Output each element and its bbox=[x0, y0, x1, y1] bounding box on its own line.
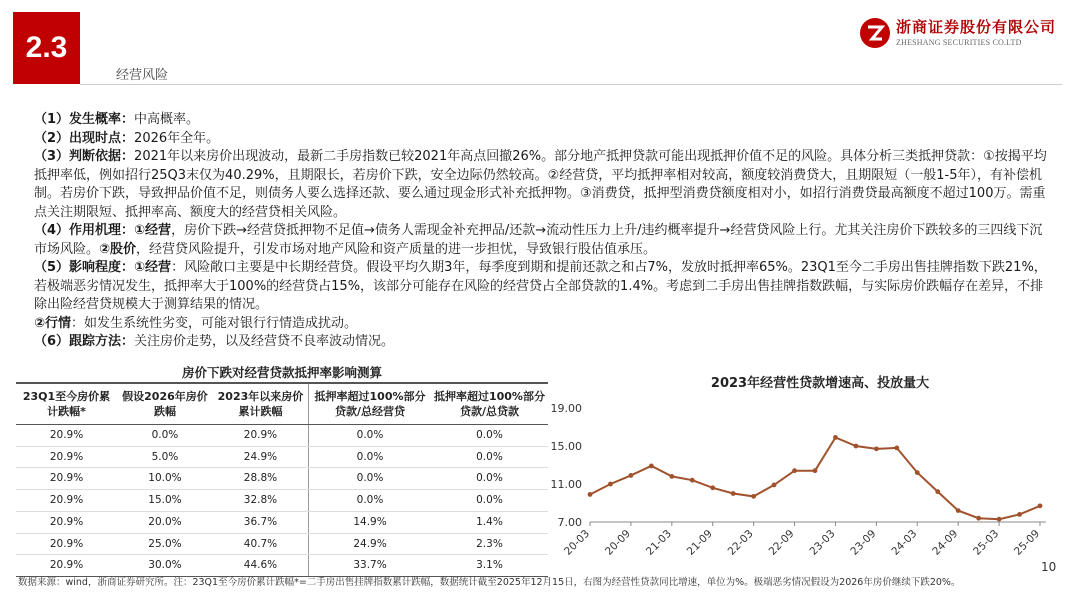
table-cell: 0.0% bbox=[117, 425, 213, 447]
table-cell: 24.9% bbox=[309, 533, 431, 555]
label-mechanism: （4）作用机理： bbox=[34, 223, 135, 238]
table-cell: 25.0% bbox=[117, 533, 213, 555]
table-cell: 0.0% bbox=[309, 468, 431, 490]
x-tick-label: 22-09 bbox=[766, 527, 797, 558]
text-probability: 中高概率。 bbox=[134, 112, 200, 127]
table-cell: 2.3% bbox=[431, 533, 548, 555]
table-cell: 1.4% bbox=[431, 511, 548, 533]
data-point bbox=[997, 517, 1002, 522]
label-impact: （5）影响程度： bbox=[34, 260, 135, 275]
label-mechanism-operation: ①经营 bbox=[134, 223, 172, 238]
table-cell: 36.7% bbox=[213, 511, 309, 533]
data-point bbox=[588, 492, 593, 497]
sensitivity-table bbox=[16, 363, 548, 577]
data-point bbox=[1038, 503, 1043, 508]
paragraph-impact bbox=[34, 259, 1052, 315]
x-tick-label: 24-09 bbox=[930, 527, 961, 558]
table-cell: 20.9% bbox=[16, 425, 117, 447]
paragraph-probability bbox=[34, 111, 1052, 130]
y-tick-label: 7.00 bbox=[557, 516, 582, 529]
x-tick-label: 23-09 bbox=[848, 527, 879, 558]
x-tick-label: 21-09 bbox=[684, 527, 715, 558]
text-mechanism-operation: ，房价下跌→经营贷抵押物不足值→债务人需现金补充押品/还款→流动性压力上升/违约概率提升→经营贷风险上行。尤其关注房价下跌较多的三四线下沉市场风险。 bbox=[34, 223, 1043, 257]
table-cell: 44.6% bbox=[213, 555, 309, 577]
table-header: 抵押率超过100%部分贷款/总经营贷 bbox=[309, 384, 431, 425]
text-impact-operation: ：风险敞口主要是中长期经营贷。假设平均久期3年，每季度到期和提前还款之和占7%，发放时抵押率65%。23Q1至今二手房出售挂牌指数下跌21%，若极端恶劣情况发生，抵押率大于100%的经营贷占15%，该部分可能存在风险的经营贷占全部贷款的1.4%。考虑到二手房出售挂牌指数跌幅，与实际房价跌幅存在差异，不排除出险经营贷规模大于测算结果的情况。 bbox=[34, 260, 1047, 312]
table-cell: 33.7% bbox=[309, 555, 431, 577]
header-divider bbox=[80, 84, 1062, 85]
table-cell: 32.8% bbox=[213, 490, 309, 512]
data-point bbox=[772, 483, 777, 488]
table-cell: 0.0% bbox=[309, 490, 431, 512]
table-header: 假设2026年房价跌幅 bbox=[117, 384, 213, 425]
table-cell: 0.0% bbox=[309, 425, 431, 447]
label-timing: （2）出现时点： bbox=[34, 130, 135, 146]
table-row bbox=[16, 490, 548, 512]
section-title: 经营风险 bbox=[116, 68, 169, 83]
table-cell: 5.0% bbox=[117, 446, 213, 468]
paragraph-timing bbox=[34, 130, 1052, 149]
table-cell: 20.9% bbox=[16, 511, 117, 533]
data-point bbox=[710, 485, 715, 490]
label-mechanism-stock: ②股价 bbox=[99, 241, 137, 257]
table-header: 23Q1至今房价累计跌幅* bbox=[16, 384, 117, 425]
table-cell: 20.9% bbox=[16, 555, 117, 577]
table-cell: 0.0% bbox=[431, 468, 548, 490]
y-tick-label: 19.00 bbox=[550, 402, 582, 415]
data-point bbox=[1017, 512, 1022, 517]
text-tracking: 关注房价走势，以及经营贷不良率波动情况。 bbox=[134, 334, 395, 349]
loan-growth-chart bbox=[540, 392, 1060, 572]
data-point bbox=[874, 446, 879, 451]
data-point bbox=[669, 474, 674, 479]
section-number-badge: 2.3 bbox=[13, 12, 80, 84]
table-cell: 0.0% bbox=[431, 490, 548, 512]
table-title: 房价下跌对经营贷款抵押率影响测算 bbox=[16, 363, 548, 384]
chart-title: 2023年经营性贷款增速高、投放量大 bbox=[710, 376, 930, 391]
text-mechanism-stock: ，经营贷风险提升，引发市场对地产风险和资产质量的进一步担忧，导致银行股估值承压。 bbox=[136, 241, 657, 257]
x-tick-label: 20-09 bbox=[602, 527, 634, 558]
data-point bbox=[956, 508, 961, 513]
x-tick-label: 25-03 bbox=[971, 527, 1002, 558]
table-header: 2023年以来房价累计跌幅 bbox=[213, 384, 309, 425]
data-point bbox=[915, 470, 920, 475]
label-impact-operation: ①经营 bbox=[134, 260, 172, 275]
table-row bbox=[16, 511, 548, 533]
data-point bbox=[751, 494, 756, 499]
table-cell: 24.9% bbox=[213, 446, 309, 468]
table-cell: 40.7% bbox=[213, 533, 309, 555]
paragraph-basis bbox=[34, 148, 1052, 222]
x-tick-label: 21-03 bbox=[643, 527, 674, 558]
table-cell: 20.0% bbox=[117, 511, 213, 533]
x-tick-label: 22-03 bbox=[725, 527, 756, 558]
data-point bbox=[935, 489, 940, 494]
data-point bbox=[608, 482, 613, 487]
data-point bbox=[976, 516, 981, 521]
table-cell: 20.9% bbox=[16, 468, 117, 490]
x-tick-label: 25-09 bbox=[1012, 527, 1043, 558]
table-cell: 14.9% bbox=[309, 511, 431, 533]
table-cell: 0.0% bbox=[309, 446, 431, 468]
table-cell: 20.9% bbox=[16, 446, 117, 468]
paragraph-tracking bbox=[34, 333, 1052, 352]
table-cell: 15.0% bbox=[117, 490, 213, 512]
text-impact-market: ：如发生系统性劣变，可能对银行行情造成扰动。 bbox=[71, 315, 358, 331]
company-name-en: ZHESHANG SECURITIES CO.LTD bbox=[896, 38, 1022, 47]
series-line bbox=[590, 438, 1040, 520]
table-header: 抵押率超过100%部分贷款/总贷款 bbox=[431, 384, 548, 425]
table-row bbox=[16, 468, 548, 490]
company-name: 浙商证券股份有限公司 bbox=[896, 18, 1057, 36]
company-logo bbox=[860, 16, 1065, 52]
table-cell: 0.0% bbox=[431, 446, 548, 468]
table-cell: 28.8% bbox=[213, 468, 309, 490]
data-point bbox=[731, 491, 736, 496]
table-cell: 10.0% bbox=[117, 468, 213, 490]
data-point bbox=[813, 468, 818, 473]
risk-description bbox=[34, 111, 1052, 352]
company-logo-icon bbox=[860, 18, 890, 48]
data-point bbox=[629, 473, 634, 478]
x-tick-label: 20-03 bbox=[562, 527, 593, 558]
data-point bbox=[649, 464, 654, 469]
table-cell: 20.9% bbox=[16, 533, 117, 555]
paragraph-mechanism bbox=[34, 222, 1052, 259]
label-tracking: （6）跟踪方法： bbox=[34, 334, 135, 349]
table-row bbox=[16, 425, 548, 447]
label-basis: （3）判断依据： bbox=[34, 149, 135, 164]
text-timing: 2026年全年。 bbox=[134, 130, 220, 146]
table-row bbox=[16, 555, 548, 577]
page-number: 10 bbox=[1041, 560, 1057, 574]
x-tick-label: 24-03 bbox=[889, 527, 920, 558]
table-cell: 20.9% bbox=[16, 490, 117, 512]
data-point bbox=[792, 468, 797, 473]
table-cell: 3.1% bbox=[431, 555, 548, 577]
data-point bbox=[833, 435, 838, 440]
data-point bbox=[690, 478, 695, 483]
data-point bbox=[854, 444, 859, 449]
paragraph-impact-market bbox=[34, 315, 1052, 334]
y-tick-label: 15.00 bbox=[550, 440, 582, 453]
table-row bbox=[16, 533, 548, 555]
table-cell: 20.9% bbox=[213, 425, 309, 447]
table-cell: 30.0% bbox=[117, 555, 213, 577]
table-cell: 0.0% bbox=[431, 425, 548, 447]
x-tick-label: 23-03 bbox=[807, 527, 838, 558]
table-header-row bbox=[16, 384, 548, 425]
source-footnote: 数据来源：wind，浙商证券研究所。注：23Q1至今房价累计跌幅*=二手房出售挂牌指数累计跌幅，数据统计截至2025年12月15日，右图为经营性贷款同比增速，单位为%。极端恶劣情况假设为2026年房价继续下跌20%。 bbox=[18, 577, 961, 588]
table-row bbox=[16, 446, 548, 468]
text-basis: 2021年以来房价出现波动，最新二手房指数已较2021年高点回撤26%。部分地产抵押贷款可能出现抵押价值不足的风险。具体分析三类抵押贷款：①按揭平均抵押率低，例如招行25Q3末仅为40.29%，且期限长，若房价下跌，安全边际仍然较高。②经营贷，平均抵押率相对较高，额度较消费贷大，且期限短（一般1-5年），有补偿机制。若房价下跌，导致押品价值不足，则债务人要么选择还款、要么通过现金形式补充抵押物。③消费贷，抵押型消费贷额度相对小，如招行消费贷最高额度不超过100万。需重点关注期限短、抵押率高、额度大的经营贷相关风险。 bbox=[34, 149, 1047, 220]
data-point bbox=[894, 446, 899, 451]
label-impact-market: ②行情 bbox=[34, 315, 72, 331]
label-probability: （1）发生概率： bbox=[34, 112, 135, 127]
y-tick-label: 11.00 bbox=[550, 478, 582, 491]
